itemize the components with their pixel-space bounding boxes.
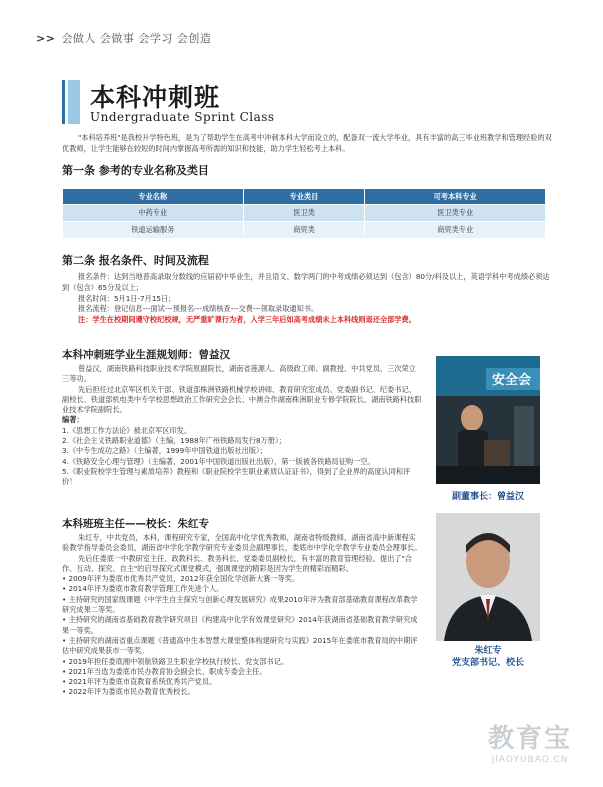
person2-honor-item: • 2021年当选为娄底市民办教育协会副会长、职成专委会主任。 xyxy=(62,666,267,676)
slogan-arrow: >> xyxy=(36,32,56,45)
person1-work-item: 3.《中专生成功之路》（主编著，1999年中国铁道出版社出版）； xyxy=(62,446,267,456)
person1-bio xyxy=(62,364,422,488)
title-accent-bar xyxy=(62,80,65,124)
person2-honor-item: • 主持研究的湖南省基础教育教学研究项目《构建高中化学有效课堂研究》2014年获湖南省基础教育教学研究成果一等奖。 xyxy=(62,615,418,635)
table-cell: 商贸类专业 xyxy=(365,222,546,239)
table-header-cell: 专业名称 xyxy=(63,189,244,205)
slogan-text: 会做人 会做事 会学习 会创造 xyxy=(61,32,212,45)
table-header-row xyxy=(63,189,546,205)
photo-banner-text: 安全会 xyxy=(492,373,532,388)
table-cell: 商贸类 xyxy=(243,222,365,239)
section1-heading: 第一条 参考的专业名称及类目 xyxy=(62,164,209,177)
person1-work-item: 1.《思想工作方法论》被北京军区印发。 xyxy=(62,425,192,435)
person1-heading: 本科冲刺班学业生涯规划师：曾益汉 xyxy=(62,349,230,361)
person2-caption xyxy=(423,645,553,669)
majors-table xyxy=(62,188,546,239)
person2-heading: 本科班班主任——校长：朱红专 xyxy=(62,518,209,530)
person2-caption-name: 朱红专 xyxy=(474,646,502,656)
table-header-cell: 可考本科专业 xyxy=(365,189,546,205)
person2-photo-image xyxy=(436,513,540,641)
person1-photo-image xyxy=(436,356,540,484)
table-cell: 医卫类专业 xyxy=(365,205,546,222)
top-bar xyxy=(0,0,603,52)
table-header-cell: 专业类目 xyxy=(243,189,365,205)
person1-intro: 曾益汉，湖南铁路科技职业技术学院原副院长，湖南省莲源人、高级政工师、副教授、中共党员、三次荣立三等功。 xyxy=(62,364,416,384)
person2-bio xyxy=(62,533,422,698)
person2-caption-title: 党支部书记、校长 xyxy=(451,658,524,668)
watermark xyxy=(470,718,590,765)
person1-career: 先后担任过北京军区机关干部、铁道部株洲铁路机械学校讲师、教育研究室成员、党委副书记、纪委书记、副校长、铁道部机电类中专学校思想政治工作研究会会长、中澳合作湖南株洲职业专修学院院长、湖南铁路科技职业技术学院副院长。 xyxy=(62,384,422,415)
person1-caption: 副董事长：曾益汉 xyxy=(451,492,524,502)
page-subtitle: Undergraduate Sprint Class xyxy=(90,110,275,124)
intro-paragraph: "本科培养班"是我校升学特色班，是为了帮助学生在高考中冲刺本科大学而设立的，配备双一流大学毕业，具有丰富的高三毕业班教学和管理经验的双优教师，让学生能够在较短的时间内掌握高考所需的知识和技能，助力学生轻松考上本科。 xyxy=(62,133,552,153)
title-accent-block xyxy=(68,80,80,124)
person1-work-item: 4.《铁路安全心理与管理》（主编著，2001年中国铁道出版社出版），第一版被各铁路局征购一空。 xyxy=(62,456,375,466)
watermark-cn: 教育宝 xyxy=(487,724,572,754)
person1-work-item: 5.《职业院校学生管理与素质培养》教程和《职业院校学生职业素质认证证书》，得到了企业界的高度认同和评价！ xyxy=(62,466,411,487)
person2-honor-item: • 主持研究的国家级课题《中学生自主探究与创新心理发展研究》成果2010年评为教育部基础教育课程改革教学研究成果二等奖。 xyxy=(62,594,418,615)
table-cell: 铁道运输服务 xyxy=(63,222,244,239)
signup-conditions: 报名条件：达到当地普高录取分数线的应届初中毕业生，并且语文、数学两门的中考成绩必须达到（包含）80分/科及以上，英语学科中考成绩必须达到（包含）65分及以上； xyxy=(62,272,550,292)
section2-heading: 第二条 报名条件、时间及流程 xyxy=(62,254,209,267)
signup-time: 报名时间：5月1日-7月15日； xyxy=(78,293,176,303)
table-cell: 中药专业 xyxy=(63,205,244,222)
person2-honor-item: • 2022年评为娄底市民办教育优秀校长。 xyxy=(62,687,195,697)
person1-works-label: 编著： xyxy=(62,415,84,425)
person2-honor-item: • 2014年评为娄底市教育教学管理工作先进个人。 xyxy=(62,584,224,594)
person2-honor-item: • 2009年评为娄底市优秀共产党员，2012年获全国化学创新大赛一等奖。 xyxy=(62,574,300,584)
person2-honor-item: • 2021年评为娄底市直教育系统优秀共产党员。 xyxy=(62,677,217,687)
signup-process: 报名流程：登记信息---面试---预报名---成绩核查---交费---领取录取通知书。 xyxy=(78,304,319,314)
table-row xyxy=(63,205,546,222)
person2-honor-item: • 主持研究的湖南省重点课题《普通高中生本智慧大课堂整体构建研究与实践》2015年在娄底市教育局的中期评估中研究成果获市一等奖。 xyxy=(62,635,418,656)
person1-photo xyxy=(436,356,540,484)
table-row xyxy=(63,222,546,239)
page-title: 本科冲刺班 xyxy=(90,83,221,112)
watermark-en: JIAOYUBAO.CN xyxy=(491,755,569,765)
table-cell: 医卫类 xyxy=(243,205,365,222)
person2-photo xyxy=(436,513,540,641)
slogan xyxy=(36,30,211,46)
person2-career: 先后任娄底一中教研室主任、政教科长、教务科长、党委委员副校长，有丰富的教育管理经验。提出了"合作、互动、探究、自主"的启导探究式课堂模式，强调课堂的精彩是因为学生的精彩而精彩。 xyxy=(62,553,412,573)
person2-honor-item: • 2019年担任娄底湘中领航铁路卫生职业学校执行校长、党支部书记。 xyxy=(62,656,289,666)
signup-note: 注：学生在校期间遵守校纪校规，无严重旷课行为者，入学三年后如高考成绩未上本科线则退还全部学费。 xyxy=(78,315,416,325)
signup-info xyxy=(62,272,552,326)
person1-work-item: 2.《社会主义铁路职业道德》（主编，1988年广州铁路局发行8万册）； xyxy=(62,436,286,446)
person2-intro: 朱红专，中共党员，本科，课程研究专家，全国高中化学优秀教师，湖南省特级教师，湖南省高中新课程实验教学指导委员会委员，湖南省中学化学教学研究专业委员会副理事长，娄底市中学化学教学专业委员会理事长。 xyxy=(62,533,422,553)
